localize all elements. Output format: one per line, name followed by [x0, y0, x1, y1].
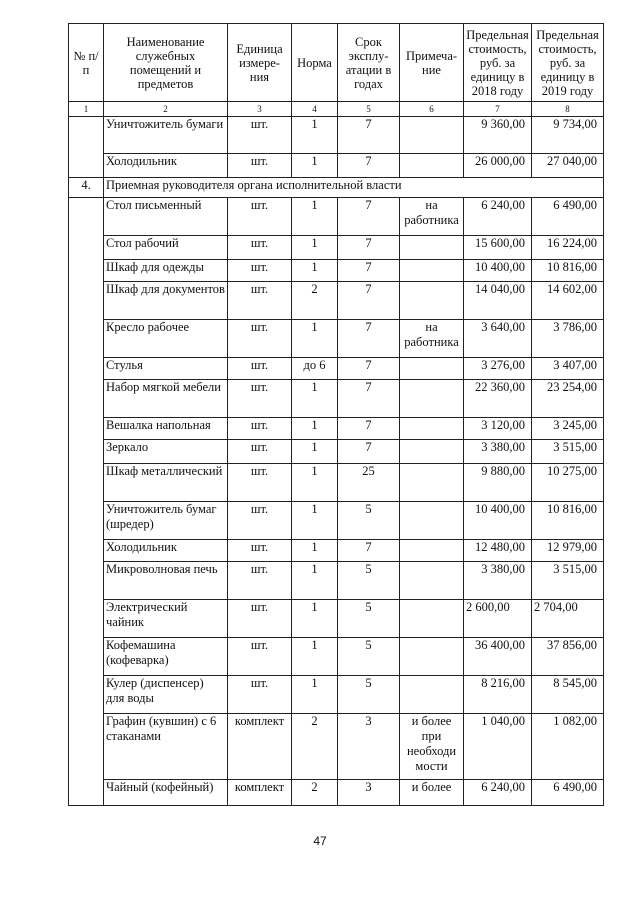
table-row: [69, 380, 604, 418]
section-number: 4.: [69, 178, 104, 198]
item-price-2018: 9 880,00: [464, 464, 532, 502]
item-unit: шт.: [228, 320, 292, 358]
item-note: [400, 260, 464, 282]
table-row: [69, 600, 604, 638]
item-price-2018: 36 400,00: [464, 638, 532, 676]
item-unit: шт.: [228, 502, 292, 540]
item-price-2019: 3 515,00: [532, 562, 604, 600]
header-name: Наименование служебных помещений и предметов: [104, 24, 228, 102]
item-unit: шт.: [228, 117, 292, 154]
item-price-2018: 22 360,00: [464, 380, 532, 418]
header-row: [69, 24, 604, 102]
item-price-2018: 3 276,00: [464, 358, 532, 380]
column-index-row: [69, 102, 604, 117]
item-price-2019: 8 545,00: [532, 676, 604, 714]
item-price-2019: 12 979,00: [532, 540, 604, 562]
item-term: 5: [338, 600, 400, 638]
column-index: 1: [69, 102, 104, 117]
item-unit: шт.: [228, 418, 292, 440]
item-note: [400, 600, 464, 638]
table-row: [69, 260, 604, 282]
item-norm: 1: [292, 540, 338, 562]
item-note: [400, 638, 464, 676]
item-note: [400, 154, 464, 178]
header-unit: Единица измере-ния: [228, 24, 292, 102]
item-norm: 1: [292, 418, 338, 440]
item-norm: 1: [292, 198, 338, 236]
item-term: 5: [338, 502, 400, 540]
section-title: Приемная руководителя органа исполнительной власти: [104, 178, 604, 198]
item-price-2019: 27 040,00: [532, 154, 604, 178]
item-term: 7: [338, 540, 400, 562]
item-term: 7: [338, 418, 400, 440]
item-name: Холодильник: [104, 540, 228, 562]
item-price-2019: 3 245,00: [532, 418, 604, 440]
item-norm: 1: [292, 236, 338, 260]
table-row: [69, 320, 604, 358]
column-index: 4: [292, 102, 338, 117]
item-note: [400, 440, 464, 464]
item-term: 7: [338, 358, 400, 380]
item-name: Уничтожитель бумаг (шредер): [104, 502, 228, 540]
item-term: 3: [338, 780, 400, 806]
item-norm: 1: [292, 440, 338, 464]
item-price-2018: 15 600,00: [464, 236, 532, 260]
item-name: Набор мягкой мебели: [104, 380, 228, 418]
column-index: 7: [464, 102, 532, 117]
table-row: [69, 676, 604, 714]
item-name: Стол рабочий: [104, 236, 228, 260]
item-name: Стол письменный: [104, 198, 228, 236]
item-name: Шкаф для одежды: [104, 260, 228, 282]
section-row: [69, 178, 604, 198]
item-unit: шт.: [228, 380, 292, 418]
page-number: 47: [313, 834, 327, 848]
item-term: 7: [338, 154, 400, 178]
table-row: [69, 236, 604, 260]
item-unit: шт.: [228, 358, 292, 380]
table-row: [69, 638, 604, 676]
item-norm: 2: [292, 282, 338, 320]
item-unit: шт.: [228, 282, 292, 320]
item-price-2018: 14 040,00: [464, 282, 532, 320]
item-price-2019: 6 490,00: [532, 780, 604, 806]
item-unit: шт.: [228, 600, 292, 638]
column-index: 5: [338, 102, 400, 117]
column-index: 3: [228, 102, 292, 117]
item-price-2019: 10 275,00: [532, 464, 604, 502]
item-term: 7: [338, 440, 400, 464]
item-price-2019: 1 082,00: [532, 714, 604, 780]
item-norm: 1: [292, 464, 338, 502]
item-term: 5: [338, 676, 400, 714]
item-note: [400, 540, 464, 562]
item-price-2018: 12 480,00: [464, 540, 532, 562]
item-name: Кулер (диспенсер) для воды: [104, 676, 228, 714]
item-price-2018: 3 640,00: [464, 320, 532, 358]
item-price-2019: 10 816,00: [532, 260, 604, 282]
table-row: [69, 714, 604, 780]
item-norm: 1: [292, 320, 338, 358]
table-row: [69, 117, 604, 154]
column-index: 2: [104, 102, 228, 117]
item-price-2019: 37 856,00: [532, 638, 604, 676]
column-index: 6: [400, 102, 464, 117]
column-index: 8: [532, 102, 604, 117]
item-note: [400, 464, 464, 502]
item-name: Холодильник: [104, 154, 228, 178]
empty-number-cell: [69, 198, 104, 806]
item-price-2018: 6 240,00: [464, 780, 532, 806]
item-norm: 1: [292, 380, 338, 418]
item-price-2019: 14 602,00: [532, 282, 604, 320]
item-name: Чайный (кофейный): [104, 780, 228, 806]
item-price-2019: 3 786,00: [532, 320, 604, 358]
item-note: на работника: [400, 320, 464, 358]
item-price-2019: 3 515,00: [532, 440, 604, 464]
item-norm: 1: [292, 502, 338, 540]
item-name: Шкаф металлический: [104, 464, 228, 502]
item-term: 7: [338, 260, 400, 282]
item-name: Кресло рабочее: [104, 320, 228, 358]
item-term: 7: [338, 198, 400, 236]
item-note: [400, 380, 464, 418]
item-name: Зеркало: [104, 440, 228, 464]
item-price-2018: 2 600,00: [464, 600, 532, 638]
item-norm: до 6: [292, 358, 338, 380]
item-price-2018: 3 380,00: [464, 440, 532, 464]
item-norm: 1: [292, 676, 338, 714]
table-row: [69, 198, 604, 236]
item-name: Графин (кувшин) с 6 стаканами: [104, 714, 228, 780]
item-term: 3: [338, 714, 400, 780]
item-norm: 2: [292, 714, 338, 780]
item-price-2018: 10 400,00: [464, 502, 532, 540]
item-unit: шт.: [228, 236, 292, 260]
item-name: Кофемашина (кофеварка): [104, 638, 228, 676]
item-price-2018: 6 240,00: [464, 198, 532, 236]
item-price-2018: 10 400,00: [464, 260, 532, 282]
item-term: 25: [338, 464, 400, 502]
item-norm: 2: [292, 780, 338, 806]
header-term: Срок эксплу-атации в годах: [338, 24, 400, 102]
table-row: [69, 540, 604, 562]
table-row: [69, 440, 604, 464]
item-note: [400, 282, 464, 320]
item-note: [400, 358, 464, 380]
item-unit: шт.: [228, 440, 292, 464]
item-norm: 1: [292, 117, 338, 154]
item-price-2019: 10 816,00: [532, 502, 604, 540]
header-note: Примеча-ние: [400, 24, 464, 102]
item-unit: шт.: [228, 154, 292, 178]
item-term: 7: [338, 236, 400, 260]
item-unit: шт.: [228, 676, 292, 714]
item-norm: 1: [292, 600, 338, 638]
item-price-2018: 9 360,00: [464, 117, 532, 154]
header-norm: Норма: [292, 24, 338, 102]
item-name: Электрический чайник: [104, 600, 228, 638]
header-price-2018: Предельная стоимость, руб. за единицу в 2018 году: [464, 24, 532, 102]
item-name: Уничтожитель бумаги: [104, 117, 228, 154]
table-row: [69, 502, 604, 540]
header-number: № п/п: [69, 24, 104, 102]
item-note: на работника: [400, 198, 464, 236]
table-row: [69, 282, 604, 320]
item-note: [400, 676, 464, 714]
item-term: 7: [338, 282, 400, 320]
item-note: и более: [400, 780, 464, 806]
item-note: [400, 117, 464, 154]
table-row: [69, 780, 604, 806]
item-price-2019: 23 254,00: [532, 380, 604, 418]
item-term: 7: [338, 117, 400, 154]
item-note: [400, 418, 464, 440]
item-unit: шт.: [228, 562, 292, 600]
item-unit: комплект: [228, 780, 292, 806]
item-name: Микроволновая печь: [104, 562, 228, 600]
item-norm: 1: [292, 562, 338, 600]
item-price-2018: 8 216,00: [464, 676, 532, 714]
item-term: 7: [338, 380, 400, 418]
item-name: Шкаф для документов: [104, 282, 228, 320]
price-norms-table: [68, 23, 604, 806]
item-price-2019: 6 490,00: [532, 198, 604, 236]
item-note: [400, 502, 464, 540]
item-norm: 1: [292, 154, 338, 178]
item-unit: комплект: [228, 714, 292, 780]
item-price-2018: 1 040,00: [464, 714, 532, 780]
item-unit: шт.: [228, 540, 292, 562]
item-unit: шт.: [228, 260, 292, 282]
item-note: [400, 562, 464, 600]
item-price-2019: 2 704,00: [532, 600, 604, 638]
item-price-2018: 26 000,00: [464, 154, 532, 178]
item-term: 5: [338, 638, 400, 676]
item-price-2018: 3 380,00: [464, 562, 532, 600]
table-row: [69, 358, 604, 380]
item-name: Вешалка напольная: [104, 418, 228, 440]
empty-number-cell: [69, 117, 104, 178]
item-term: 5: [338, 562, 400, 600]
item-norm: 1: [292, 260, 338, 282]
item-name: Стулья: [104, 358, 228, 380]
item-unit: шт.: [228, 638, 292, 676]
item-price-2018: 3 120,00: [464, 418, 532, 440]
item-unit: шт.: [228, 198, 292, 236]
item-price-2019: 9 734,00: [532, 117, 604, 154]
item-price-2019: 3 407,00: [532, 358, 604, 380]
item-norm: 1: [292, 638, 338, 676]
table-row: [69, 562, 604, 600]
item-note: и более при необходи мости: [400, 714, 464, 780]
table-row: [69, 464, 604, 502]
header-price-2019: Предельная стоимость, руб. за единицу в 2019 году: [532, 24, 604, 102]
item-note: [400, 236, 464, 260]
item-price-2019: 16 224,00: [532, 236, 604, 260]
table-row: [69, 418, 604, 440]
table-row: [69, 154, 604, 178]
item-unit: шт.: [228, 464, 292, 502]
item-term: 7: [338, 320, 400, 358]
